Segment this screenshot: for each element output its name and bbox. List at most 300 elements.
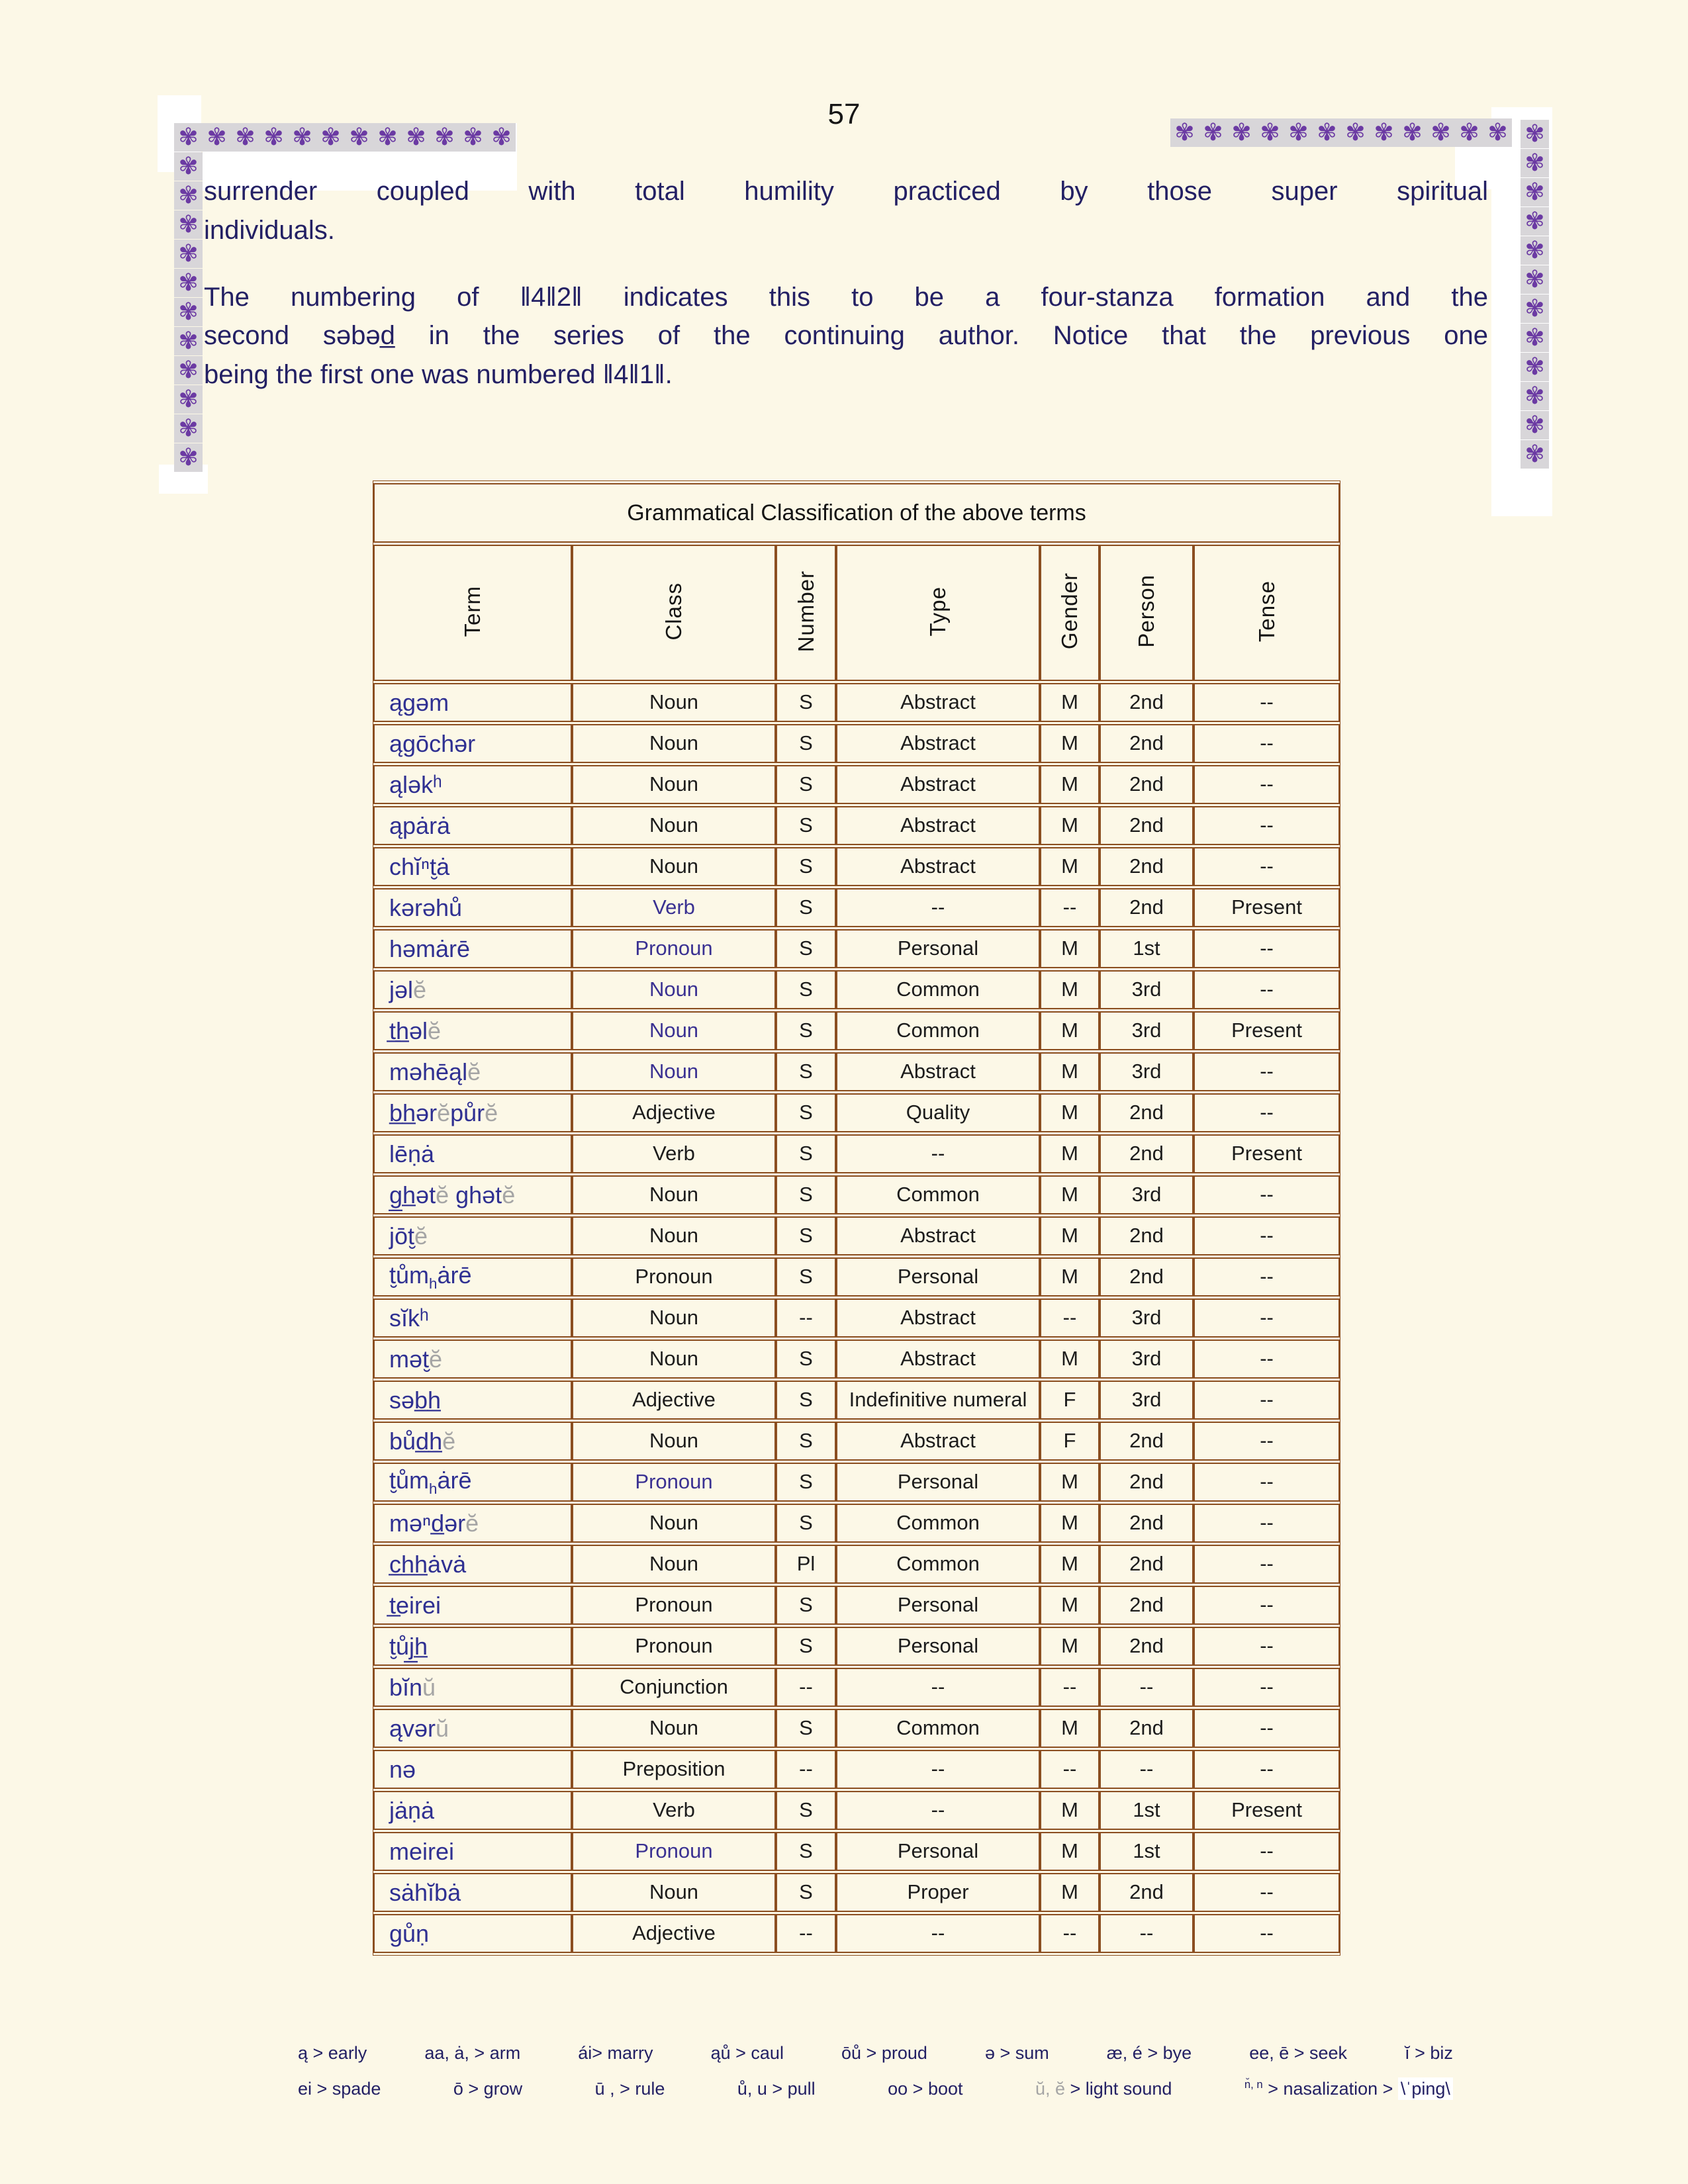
gen-cell: M [1040, 1340, 1100, 1379]
gen-cell: M [1040, 847, 1100, 886]
flower-icon: ✾ [288, 123, 316, 152]
per-cell: 3rd [1100, 1011, 1194, 1050]
table-row [373, 1627, 1340, 1666]
flower-icon: ✾ [1427, 118, 1455, 147]
type-cell: Common [836, 1175, 1040, 1214]
gen-cell: M [1040, 765, 1100, 804]
gen-cell: M [1040, 1873, 1100, 1912]
tns-cell: -- [1194, 970, 1340, 1009]
legend-item: æ, é > bye [1106, 2042, 1192, 2063]
table-row [373, 1093, 1340, 1132]
type-cell: Common [836, 1545, 1040, 1584]
table-header-row [373, 545, 1340, 681]
flower-icon: ✾ [174, 210, 203, 239]
flower-icon: ✾ [459, 123, 487, 152]
term-cell: t̲eirei [373, 1586, 572, 1625]
table-row [373, 1422, 1340, 1461]
page-number: 57 [827, 98, 861, 130]
num-cell: S [776, 1011, 836, 1050]
type-cell: Abstract [836, 847, 1040, 886]
per-cell: 2nd [1100, 724, 1194, 763]
table-row [373, 1791, 1340, 1830]
table-row [373, 1873, 1340, 1912]
type-cell: Common [836, 1011, 1040, 1050]
term-cell: $t̮ům_hȧrē$ [373, 1257, 572, 1297]
cls-cell: Noun [572, 1873, 776, 1912]
table-row [373, 1463, 1340, 1502]
tns-cell: -- [1194, 765, 1340, 804]
cls-cell: Noun [572, 1545, 776, 1584]
cls-cell: Noun [572, 724, 776, 763]
table-row [373, 1298, 1340, 1338]
tns-cell: -- [1194, 1093, 1340, 1132]
per-cell: 2nd [1100, 1463, 1194, 1502]
cls-cell: Adjective [572, 1093, 776, 1132]
tns-cell: -- [1194, 1914, 1340, 1953]
per-cell: -- [1100, 1668, 1194, 1707]
gen-cell: M [1040, 1093, 1100, 1132]
type-cell: Personal [836, 1832, 1040, 1871]
flower-icon: ✾ [1521, 149, 1549, 177]
legend-line-1 [298, 2035, 1453, 2071]
term-cell: nə [373, 1750, 572, 1789]
term-cell: ąvərŭ [373, 1709, 572, 1748]
table-row [373, 1832, 1340, 1871]
tns-cell: -- [1194, 1873, 1340, 1912]
flower-icon: ✾ [345, 123, 373, 152]
flower-icon: ✾ [1199, 118, 1227, 147]
per-cell: 3rd [1100, 1381, 1194, 1420]
table-row [373, 683, 1340, 722]
term-cell: ągōchər [373, 724, 572, 763]
per-cell: 2nd [1100, 1586, 1194, 1625]
per-cell: 2nd [1100, 1134, 1194, 1173]
type-cell: Abstract [836, 765, 1040, 804]
paragraph-line: second səbəd̲ in the series of the continuing author. Notice that the previous one [204, 321, 1488, 351]
tns-cell: -- [1194, 1668, 1340, 1707]
cls-cell: Pronoun [572, 1627, 776, 1666]
cls-cell: Noun [572, 1422, 776, 1461]
num-cell: S [776, 1093, 836, 1132]
flower-icon: ✾ [373, 123, 402, 152]
term-cell: c̲h̲h̲ȧvȧ [373, 1545, 572, 1584]
num-cell: S [776, 1134, 836, 1173]
column-header-label: Tense [1254, 580, 1279, 643]
term-cell: jȧṇȧ [373, 1791, 572, 1830]
per-cell: 3rd [1100, 970, 1194, 1009]
column-header-label: Number [793, 570, 818, 653]
flower-icon: ✾ [203, 123, 231, 152]
tns-cell: -- [1194, 1832, 1340, 1871]
type-cell: Common [836, 1504, 1040, 1543]
per-cell: 1st [1100, 1832, 1194, 1871]
table-row [373, 1257, 1340, 1297]
term-cell: b̲h̲ərĕpůrĕ [373, 1093, 572, 1132]
column-header-term [373, 545, 572, 681]
num-cell: -- [776, 1298, 836, 1338]
flower-icon: ✾ [1521, 236, 1549, 265]
tns-cell: -- [1194, 929, 1340, 968]
grammar-table-wrap [373, 480, 1339, 1956]
gen-cell: M [1040, 1832, 1100, 1871]
gen-cell: F [1040, 1422, 1100, 1461]
tns-cell: -- [1194, 1381, 1340, 1420]
cls-cell: Noun [572, 1175, 776, 1214]
term-cell: jəlĕ [373, 970, 572, 1009]
num-cell: -- [776, 1668, 836, 1707]
per-cell: 2nd [1100, 1873, 1194, 1912]
gen-cell: -- [1040, 1298, 1100, 1338]
tns-cell: -- [1194, 1216, 1340, 1255]
type-cell: -- [836, 1750, 1040, 1789]
table-row [373, 1216, 1340, 1255]
legend-line-2 [298, 2071, 1453, 2107]
num-cell: -- [776, 1914, 836, 1953]
num-cell: S [776, 1216, 836, 1255]
type-cell: Abstract [836, 1216, 1040, 1255]
per-cell: 2nd [1100, 765, 1194, 804]
table-row [373, 1914, 1340, 1953]
term-cell: bůd̲h̲ĕ [373, 1422, 572, 1461]
term-cell: g̲h̲ətĕ ghətĕ [373, 1175, 572, 1214]
term-cell: həmȧrē [373, 929, 572, 968]
per-cell: 2nd [1100, 1627, 1194, 1666]
gen-cell: M [1040, 1052, 1100, 1091]
flower-icon: ✾ [1170, 118, 1199, 147]
paragraph-line: individuals. [204, 215, 335, 245]
flower-icon: ✾ [1521, 207, 1549, 236]
num-cell: S [776, 888, 836, 927]
cls-cell: Noun [572, 1216, 776, 1255]
gen-cell: -- [1040, 1914, 1100, 1953]
table-row [373, 1504, 1340, 1543]
per-cell: -- [1100, 1914, 1194, 1953]
flower-icon: ✾ [1521, 324, 1549, 352]
num-cell: S [776, 1791, 836, 1830]
legend-item: ei > spade [298, 2078, 381, 2099]
table-row [373, 1175, 1340, 1214]
num-cell: -- [776, 1750, 836, 1789]
type-cell: Personal [836, 1463, 1040, 1502]
legend-item: ə > sum [984, 2042, 1049, 2063]
gen-cell: M [1040, 806, 1100, 845]
cls-cell: Noun [572, 1011, 776, 1050]
table-row [373, 1340, 1340, 1379]
num-cell: S [776, 1340, 836, 1379]
num-cell: S [776, 1257, 836, 1297]
table-row [373, 806, 1340, 845]
type-cell: Personal [836, 1627, 1040, 1666]
column-header-number [776, 545, 836, 681]
per-cell: 2nd [1100, 888, 1194, 927]
type-cell: Indefinitive numeral [836, 1381, 1040, 1420]
type-cell: Personal [836, 1257, 1040, 1297]
flower-icon: ✾ [174, 181, 203, 210]
cls-cell: Pronoun [572, 1257, 776, 1297]
gen-cell: M [1040, 1463, 1100, 1502]
table-row [373, 888, 1340, 927]
column-header-label: Person [1134, 574, 1158, 648]
tns-cell: -- [1194, 683, 1340, 722]
flower-icon: ✾ [174, 152, 203, 181]
legend-item: ů, u > pull [737, 2078, 816, 2099]
num-cell: S [776, 1175, 836, 1214]
num-cell: S [776, 1586, 836, 1625]
per-cell: 2nd [1100, 683, 1194, 722]
flower-icon: ✾ [174, 123, 203, 152]
gen-cell: M [1040, 1504, 1100, 1543]
tns-cell: Present [1194, 1791, 1340, 1830]
column-header-label: Type [925, 586, 950, 637]
flower-icon: ✾ [174, 414, 203, 443]
legend-item: ái> marry [578, 2042, 653, 2063]
type-cell: Abstract [836, 683, 1040, 722]
tns-cell: Present [1194, 1134, 1340, 1173]
term-cell: ągəm [373, 683, 572, 722]
gen-cell: M [1040, 929, 1100, 968]
num-cell: S [776, 683, 836, 722]
table-row [373, 1709, 1340, 1748]
num-cell: S [776, 765, 836, 804]
cls-cell: Noun [572, 806, 776, 845]
type-cell: Common [836, 1709, 1040, 1748]
flower-icon: ✾ [259, 123, 288, 152]
num-cell: S [776, 806, 836, 845]
tns-cell: -- [1194, 1340, 1340, 1379]
tns-cell: -- [1194, 724, 1340, 763]
table-row [373, 765, 1340, 804]
cls-cell: Noun [572, 1504, 776, 1543]
tns-cell: -- [1194, 1422, 1340, 1461]
flower-icon: ✾ [174, 240, 203, 268]
table-row [373, 1011, 1340, 1050]
flower-icon: ✾ [1521, 353, 1549, 381]
paragraph-line: surrender coupled with total humility practiced by those super spiritual [204, 177, 1488, 206]
cls-cell: Verb [572, 1791, 776, 1830]
flower-icon: ✾ [174, 269, 203, 297]
flower-icon: ✾ [1227, 118, 1256, 147]
cls-cell: Noun [572, 765, 776, 804]
per-cell: -- [1100, 1750, 1194, 1789]
cls-cell: Noun [572, 847, 776, 886]
flower-icon: ✾ [174, 327, 203, 355]
num-cell: S [776, 1504, 836, 1543]
term-cell: gůṇ [373, 1914, 572, 1953]
tns-cell: -- [1194, 1463, 1340, 1502]
tns-cell: -- [1194, 1709, 1340, 1748]
tns-cell: -- [1194, 1627, 1340, 1666]
term-cell: məhēąlĕ [373, 1052, 572, 1091]
num-cell: S [776, 1381, 836, 1420]
column-header-type [836, 545, 1040, 681]
table-title-row [373, 483, 1340, 543]
flower-icon: ✾ [174, 356, 203, 385]
cls-cell: Adjective [572, 1914, 776, 1953]
cls-cell: Verb [572, 888, 776, 927]
per-cell: 2nd [1100, 1257, 1194, 1297]
term-cell: sȧhĭbȧ [373, 1873, 572, 1912]
gen-cell: -- [1040, 888, 1100, 927]
flower-icon: ✾ [174, 385, 203, 414]
table-row [373, 1134, 1340, 1173]
legend-item: ōů > proud [841, 2042, 927, 2063]
legend-item: ĭ > biz [1405, 2042, 1453, 2063]
flower-icon: ✾ [1256, 118, 1284, 147]
table-row [373, 1750, 1340, 1789]
per-cell: 2nd [1100, 1709, 1194, 1748]
flower-icon: ✾ [1521, 382, 1549, 410]
num-cell: S [776, 847, 836, 886]
type-cell: Quality [836, 1093, 1040, 1132]
type-cell: Abstract [836, 1422, 1040, 1461]
per-cell: 2nd [1100, 1093, 1194, 1132]
type-cell: -- [836, 888, 1040, 927]
pronunciation-legend [298, 2035, 1453, 2107]
tns-cell: Present [1194, 888, 1340, 927]
legend-item: ŭ, ĕ > light sound [1035, 2078, 1172, 2099]
per-cell: 2nd [1100, 847, 1194, 886]
table-row [373, 724, 1340, 763]
num-cell: S [776, 1873, 836, 1912]
table-row [373, 929, 1340, 968]
column-header-class [572, 545, 776, 681]
per-cell: 3rd [1100, 1052, 1194, 1091]
term-cell: jōt̮ĕ [373, 1216, 572, 1255]
paragraph [204, 278, 1488, 394]
flower-icon: ✾ [1521, 178, 1549, 206]
legend-item: $^{n̆, n}$ > nasalization > \ˈping\ [1244, 2078, 1453, 2099]
flower-icon: ✾ [1341, 118, 1370, 147]
cls-cell: Preposition [572, 1750, 776, 1789]
cls-cell: Pronoun [572, 1586, 776, 1625]
num-cell: Pl [776, 1545, 836, 1584]
tns-cell: -- [1194, 1586, 1340, 1625]
flower-icon: ✾ [430, 123, 459, 152]
table-row [373, 970, 1340, 1009]
flower-icon: ✾ [316, 123, 345, 152]
flower-icon: ✾ [1455, 118, 1483, 147]
column-header-person [1100, 545, 1194, 681]
num-cell: S [776, 1422, 836, 1461]
cls-cell: Noun [572, 1298, 776, 1338]
term-cell: chĭⁿt̮ȧ [373, 847, 572, 886]
num-cell: S [776, 1709, 836, 1748]
gen-cell: M [1040, 1545, 1100, 1584]
flower-icon: ✾ [174, 443, 203, 472]
gen-cell: M [1040, 1709, 1100, 1748]
type-cell: Abstract [836, 1340, 1040, 1379]
gen-cell: M [1040, 1627, 1100, 1666]
table-row [373, 1381, 1340, 1420]
per-cell: 1st [1100, 929, 1194, 968]
cls-cell: Pronoun [572, 1832, 776, 1871]
gen-cell: M [1040, 1586, 1100, 1625]
gen-cell: -- [1040, 1668, 1100, 1707]
flower-icon: ✾ [1313, 118, 1341, 147]
tns-cell: -- [1194, 1545, 1340, 1584]
type-cell: -- [836, 1791, 1040, 1830]
flower-icon: ✾ [1398, 118, 1427, 147]
flower-icon: ✾ [1370, 118, 1398, 147]
gen-cell: F [1040, 1381, 1100, 1420]
num-cell: S [776, 1627, 836, 1666]
flower-icon: ✾ [487, 123, 516, 152]
gen-cell: M [1040, 1216, 1100, 1255]
flower-icon: ✾ [174, 298, 203, 326]
flower-icon: ✾ [1483, 118, 1512, 147]
type-cell: Proper [836, 1873, 1040, 1912]
tns-cell: -- [1194, 806, 1340, 845]
column-header-label: Gender [1057, 572, 1082, 650]
gen-cell: M [1040, 1257, 1100, 1297]
column-header-label: Class [661, 582, 686, 641]
type-cell: -- [836, 1914, 1040, 1953]
cls-cell: Noun [572, 970, 776, 1009]
cls-cell: Noun [572, 1340, 776, 1379]
gen-cell: M [1040, 1011, 1100, 1050]
flower-border-right [1521, 120, 1549, 469]
term-cell: $t̮ům_hȧrē$ [373, 1463, 572, 1502]
type-cell: Personal [836, 1586, 1040, 1625]
per-cell: 2nd [1100, 1422, 1194, 1461]
tns-cell: -- [1194, 1750, 1340, 1789]
per-cell: 1st [1100, 1791, 1194, 1830]
tns-cell: Present [1194, 1011, 1340, 1050]
legend-item: aa, ȧ, > arm [424, 2042, 521, 2063]
tns-cell: -- [1194, 1257, 1340, 1297]
term-cell: ąləkʰ [373, 765, 572, 804]
legend-item: ō > grow [453, 2078, 523, 2099]
legend-item: ąů > caul [710, 2042, 784, 2063]
num-cell: S [776, 1052, 836, 1091]
cls-cell: Noun [572, 683, 776, 722]
gen-cell: M [1040, 724, 1100, 763]
grammar-table [373, 480, 1340, 1956]
term-cell: sĭkʰ [373, 1298, 572, 1338]
cls-cell: Noun [572, 1052, 776, 1091]
gen-cell: M [1040, 1175, 1100, 1214]
num-cell: S [776, 970, 836, 1009]
num-cell: S [776, 929, 836, 968]
per-cell: 2nd [1100, 1545, 1194, 1584]
flower-icon: ✾ [1284, 118, 1313, 147]
cls-cell: Pronoun [572, 1463, 776, 1502]
tns-cell: -- [1194, 1504, 1340, 1543]
term-cell: səb̲h̲ [373, 1381, 572, 1420]
gen-cell: M [1040, 970, 1100, 1009]
table-row [373, 1668, 1340, 1707]
legend-item: oo > boot [888, 2078, 963, 2099]
flower-icon: ✾ [231, 123, 259, 152]
flower-border-left [174, 123, 203, 472]
cls-cell: Verb [572, 1134, 776, 1173]
flower-icon: ✾ [402, 123, 430, 152]
tns-cell: -- [1194, 1175, 1340, 1214]
table-row [373, 1586, 1340, 1625]
per-cell: 2nd [1100, 1216, 1194, 1255]
table-row [373, 847, 1340, 886]
tns-cell: -- [1194, 1298, 1340, 1338]
term-cell: məⁿd̲ərĕ [373, 1504, 572, 1543]
term-cell: ąpȧrȧ [373, 806, 572, 845]
type-cell: Abstract [836, 1052, 1040, 1091]
flower-icon: ✾ [1521, 440, 1549, 469]
per-cell: 3rd [1100, 1298, 1194, 1338]
flower-icon: ✾ [1521, 120, 1549, 148]
per-cell: 3rd [1100, 1340, 1194, 1379]
type-cell: -- [836, 1134, 1040, 1173]
num-cell: S [776, 724, 836, 763]
